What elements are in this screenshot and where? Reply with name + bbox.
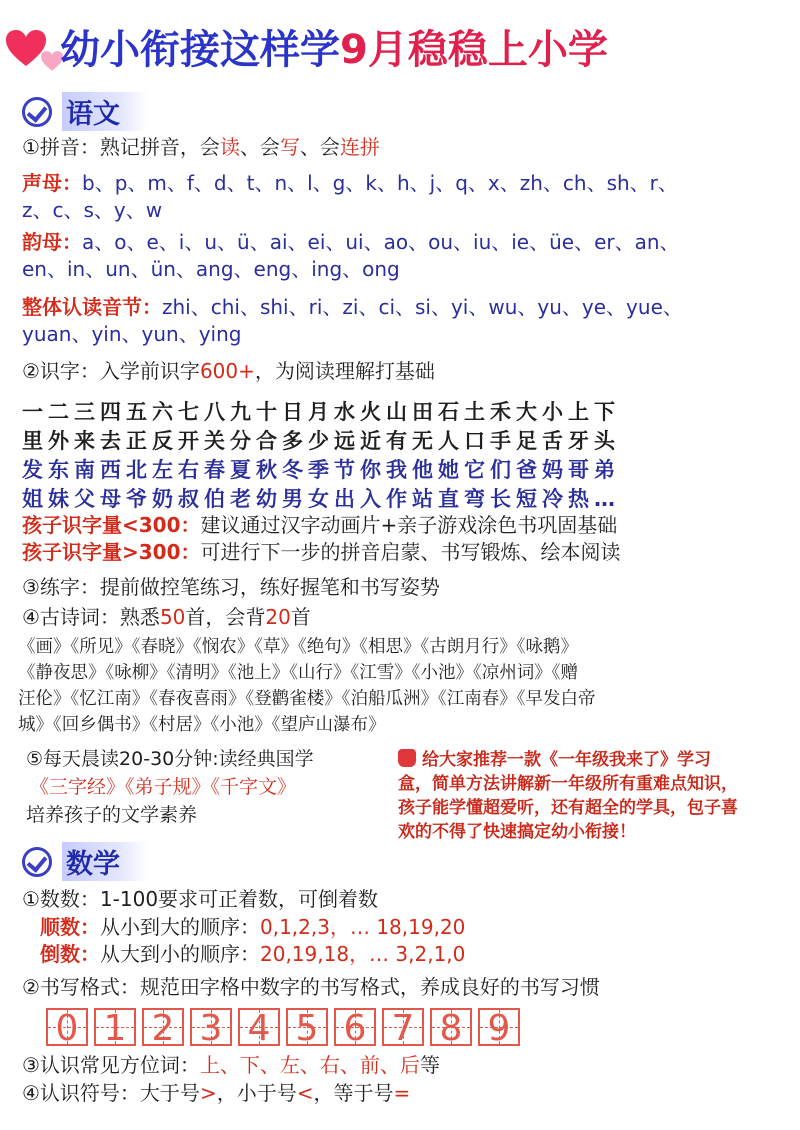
section-math-header [22,842,148,881]
finals-line-2: en、in、un、ün、ang、eng、ing、ong [22,257,400,281]
forward-counting [40,914,465,940]
title-part-2: 9月稳稳上小学 [340,27,608,73]
pinyin-spell: 连拼 [339,135,380,159]
classics-line-2: 《三字经》《弟子规》《千字文》 [30,776,297,798]
poems-count-familiar: 50 [159,605,186,629]
pinyin-write: 写 [279,135,300,159]
poem-line-3: 汪伦》《忆江南》《春夜喜雨》《登鹳雀楼》《泊船瓜洲》《江南春》《早发白帝 [18,689,596,709]
less-than-symbol: < [296,1081,314,1105]
digit: 0 [55,1008,79,1049]
finals-line-1 [22,229,680,255]
promo-line-1 [398,748,738,772]
symbols-mid-2: ，等于号 [313,1081,394,1105]
symbols-label: ④认识符号：大于号 [22,1081,200,1105]
poem-line-1: 《画》《所见》《春晓》《悯农》《草》《绝句》《相思》《古朗月行》《咏鹅》 [18,637,578,657]
poems-end: 首 [290,605,311,629]
digit-cell [334,1008,376,1049]
finals-label: 韵母： [22,230,82,254]
digit-grid [46,1008,511,1049]
counting-heading: ①数数：1-100要求可正着数，可倒着数 [22,887,379,911]
classics-line-3: 培养孩子的文学素养 [26,804,198,826]
check-circle-icon [22,97,52,127]
promo-box [398,748,738,844]
digit-cell [478,1008,520,1049]
tip-low [22,512,617,538]
forward-label: 顺数： [40,915,100,939]
page-title [60,18,608,75]
digit-cell [94,1008,136,1049]
section-chinese-label: 语文 [62,92,148,131]
section-chinese-header [22,92,148,131]
symbols-mid-1: ，小于号 [216,1081,297,1105]
backward-label: 倒数： [40,942,100,966]
classics-line-1: ⑤每天晨读20-30分钟:读经典国学 [26,748,314,770]
writing-format: ②书写格式：规范田字格中数字的书写格式，养成良好的书写习惯 [22,975,600,999]
initials-line-1 [22,170,678,196]
promo-line-1-text: 给大家推荐一款《一年级我来了》学习 [422,750,711,770]
digit-cell [142,1008,184,1049]
digit: 7 [391,1008,415,1049]
initials-label: 声母： [22,171,82,195]
digit-cell [382,1008,424,1049]
digit-cell [46,1008,88,1049]
tip-low-text: 建议通过汉字动画片+亲子游戏涂色书巩固基础 [200,513,618,537]
whole-syllables-line-2: yuan、yin、yun、ying [22,322,242,346]
thumbs-up-icon [398,749,416,767]
equals-symbol: = [393,1081,411,1105]
poems-label: ④古诗词：熟悉 [22,605,160,629]
char-row-4: 姐妹父母爷奶叔伯老幼男女出入作站直弯长短冷热… [22,487,620,511]
literacy-heading [22,358,435,384]
poem-line-4: 城》《回乡偶书》《村居》《小池》《望庐山瀑布》 [18,715,386,735]
initials-line-2: z、c、s、y、w [22,198,163,222]
digit-cell [238,1008,280,1049]
pinyin-read: 读 [219,135,240,159]
directions-label: ③认识常见方位词： [22,1053,200,1077]
poems-count-recite: 20 [265,605,291,629]
digit: 9 [487,1008,511,1049]
tip-low-label: 孩子识字量<300： [22,513,201,537]
promo-line-3: 孩子能学懂超爱听，还有超全的学具，包子喜 [398,798,738,818]
title-part-1: 幼小衔接这样学 [60,27,340,73]
backward-text: 从大到小的顺序： [100,942,260,966]
poems-mid: 首，会背 [185,605,266,629]
digit: 4 [247,1008,271,1049]
pinyin-sep1: 、会 [239,135,280,159]
digit: 1 [103,1008,127,1049]
digit-cell [190,1008,232,1049]
section-math-label: 数学 [62,842,148,881]
digit-cell [286,1008,328,1049]
digit: 5 [295,1008,319,1049]
whole-syllables-label: 整体认读音节： [22,295,162,319]
pinyin-sep2: 、会 [299,135,340,159]
backward-counting [40,941,465,967]
forward-values: 0,1,2,3，… 18,19,20 [260,915,466,939]
whole-syllables-line-1 [22,294,683,320]
poem-line-2 [18,662,578,685]
promo-line-4: 欢的不得了快速搞定幼小衔接！ [398,822,636,842]
directions-words: 上、下、左、右、前、后 [199,1053,420,1077]
char-row-3: 发东南西北左右春夏秋冬季节你我他她它们爸妈哥弟 [22,458,620,482]
digit: 6 [343,1008,367,1049]
poem-line-2-text: 《静夜思》《咏柳》《清明》《池上》《山行》《江雪》《小池》《凉州词》《赠 [18,663,578,683]
pinyin-heading [22,134,380,160]
directions [22,1052,440,1078]
backward-values: 20,19,18，… 3,2,1,0 [260,942,466,966]
symbols [22,1080,410,1106]
literacy-rest: ，为阅读理解打基础 [254,359,435,383]
tip-high [22,539,621,565]
check-circle-icon [22,847,52,877]
whole-syllables-values-1: zhi、chi、shi、ri、zi、ci、si、yi、wu、yu、ye、yue、 [162,295,683,319]
digit: 2 [151,1008,175,1049]
literacy-label: ②识字：入学前识字 [22,359,200,383]
digit-cell [430,1008,472,1049]
finals-values-1: a、o、e、i、u、ü、ai、ei、ui、ao、ou、iu、ie、üe、er、an、 [82,230,680,254]
digit: 3 [199,1008,223,1049]
initials-values-1: b、p、m、f、d、t、n、l、g、k、h、j、q、x、zh、ch、sh、r、 [82,171,678,195]
tip-high-text: 可进行下一步的拼音启蒙、书写锻炼、绘本阅读 [200,540,621,564]
forward-text: 从小到大的顺序： [100,915,260,939]
writing-practice: ③练字：提前做控笔练习，练好握笔和书写姿势 [22,575,440,599]
digit: 8 [439,1008,463,1049]
promo-line-2: 盒，简单方法讲解新一年级所有重难点知识， [398,774,738,794]
greater-than-symbol: > [199,1081,217,1105]
char-row-2: 里外来去正反开关分合多少远近有无人口手足舌牙头 [22,429,620,453]
poems-heading [22,604,311,630]
pinyin-label: ①拼音：熟记拼音，会 [22,135,220,159]
tip-high-label: 孩子识字量>300： [22,540,201,564]
literacy-count: 600+ [199,359,255,383]
directions-end: 等 [419,1053,440,1077]
char-row-1: 一二三四五六七八九十日月水火山田石土禾大小上下 [22,400,620,424]
